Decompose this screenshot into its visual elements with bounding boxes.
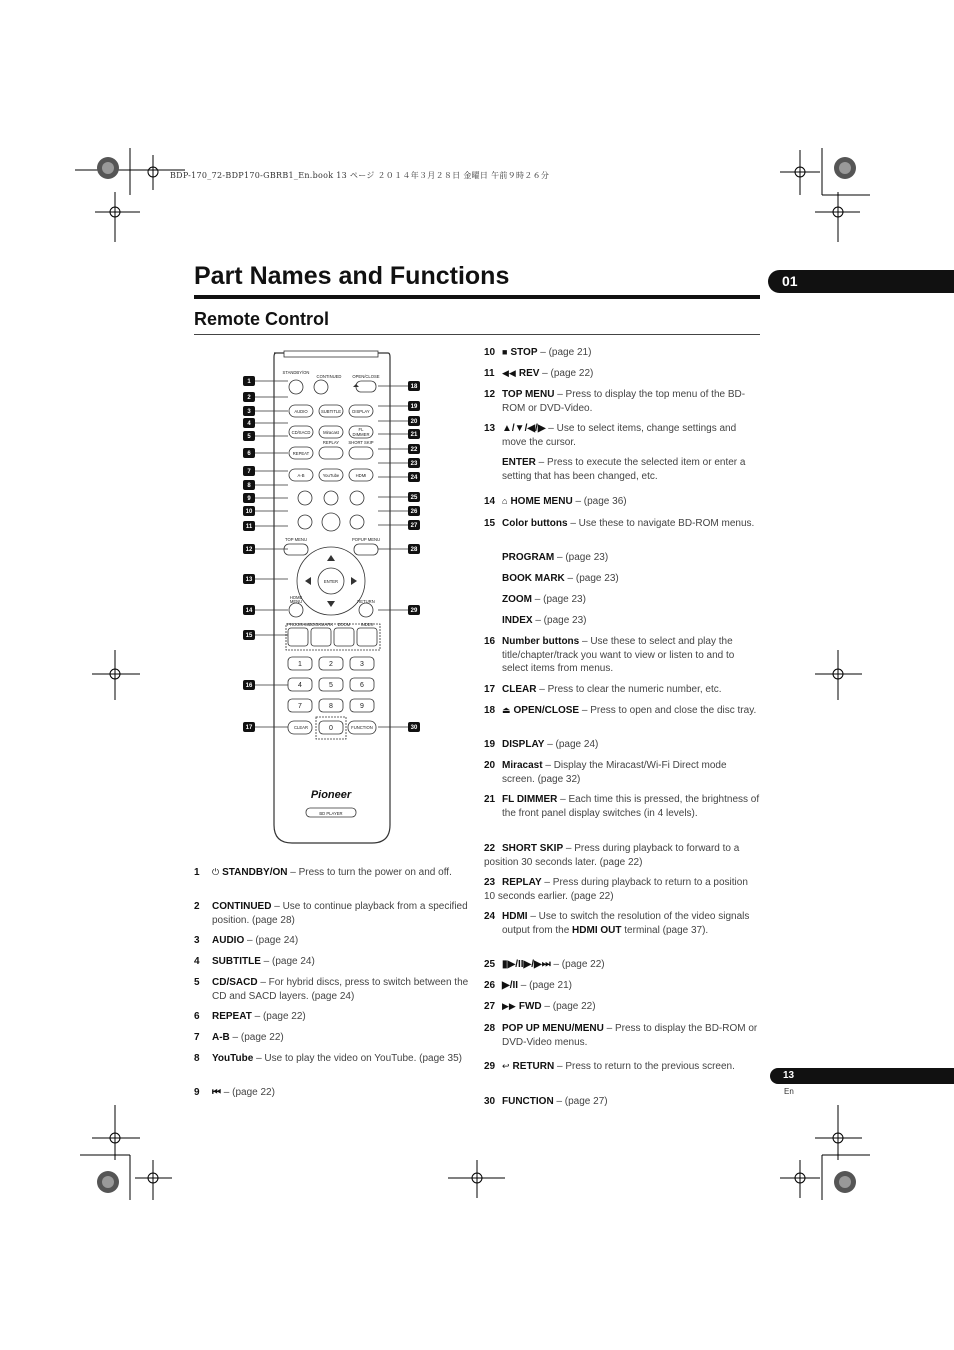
item-number: 10 (484, 347, 496, 358)
item-description: – Press to display the BD-ROM or DVD-Video menus. (502, 1023, 758, 1048)
item-number: 5 (194, 977, 200, 988)
item-description: – Press to clear the numeric number, etc. (536, 684, 722, 695)
list-item (484, 793, 760, 820)
svg-text:9: 9 (360, 703, 364, 710)
svg-text:1: 1 (298, 661, 302, 668)
svg-text:4: 4 (298, 682, 302, 689)
item-term: CLEAR (502, 684, 537, 695)
item-term: SUBTITLE (212, 956, 261, 967)
callout-number: 1 (247, 379, 251, 386)
item-term: ⏮ (212, 1087, 221, 1098)
item-term: INDEX (502, 615, 533, 626)
list-item (484, 635, 760, 676)
callout-number: 15 (245, 633, 253, 640)
item-number: 24 (484, 911, 496, 922)
svg-text:YouTube: YouTube (322, 473, 340, 478)
callout-number: 24 (410, 475, 418, 482)
svg-text:6: 6 (360, 682, 364, 689)
svg-text:POPUP MENU: POPUP MENU (351, 537, 381, 542)
item-description: – (page 23) (554, 552, 609, 563)
item-term: RETURN (512, 1061, 555, 1072)
item-description: – (page 23) (564, 573, 619, 584)
svg-text:HDMI: HDMI (355, 473, 367, 478)
callout-number: 20 (410, 419, 418, 426)
item-description: – (page 23) (532, 615, 587, 626)
item-term: Number buttons (502, 636, 580, 647)
language-code: En (784, 1087, 794, 1096)
callout-number: 29 (410, 608, 418, 615)
svg-text:RETURN: RETURN (357, 599, 375, 604)
list-item (194, 934, 470, 948)
list-item (484, 551, 760, 565)
list-item (194, 955, 470, 969)
item-term: HDMI OUT (572, 924, 622, 936)
item-term: DISPLAY (502, 739, 545, 750)
item-term: HOME MENU (510, 496, 573, 507)
list-item (194, 976, 470, 1003)
item-icon: ◀◀ (502, 368, 516, 378)
item-number: 19 (484, 739, 496, 750)
item-number: 30 (484, 1096, 496, 1107)
list-item (194, 866, 470, 880)
item-description: – Display the Miracast/Wi-Fi Direct mode screen. (page 32) (502, 760, 727, 785)
item-term: ZOOM (502, 594, 532, 605)
callout-number: 3 (247, 409, 251, 416)
svg-text:STANDBY/ON: STANDBY/ON (282, 370, 310, 375)
item-number: 29 (484, 1061, 496, 1072)
list-item (484, 456, 760, 483)
item-description: terminal (page 37). (621, 924, 709, 936)
svg-text:2: 2 (329, 661, 333, 668)
callout-number: 26 (410, 509, 418, 516)
item-term: REV (518, 368, 540, 379)
replay-button (319, 447, 343, 459)
item-description: – (page 24) (544, 739, 599, 750)
item-description: – Press to execute the selected item or enter a setting that has been changed, etc. (502, 457, 746, 482)
item-description: – (page 21) (537, 347, 592, 358)
svg-text:PROGRAM: PROGRAM (287, 622, 309, 627)
item-term: ENTER (502, 457, 536, 468)
item-number: 28 (484, 1023, 496, 1034)
callout-number: 9 (247, 496, 251, 503)
open-close-button (356, 381, 376, 392)
item-description: – (page 27) (553, 1096, 608, 1107)
section-title: Remote Control (194, 309, 329, 329)
svg-text:SUBTITLE: SUBTITLE (320, 409, 342, 414)
continued-button (314, 380, 328, 394)
item-description: – Press to turn the power on and off. (287, 867, 452, 878)
item-icon: ■ (502, 347, 508, 357)
item-description: – (page 22) (229, 1032, 284, 1043)
item-number: 17 (484, 684, 496, 695)
item-description: – (page 22) (550, 959, 605, 970)
item-number: 9 (194, 1087, 200, 1098)
item-term: REPEAT (212, 1011, 252, 1022)
svg-text:CLEAR: CLEAR (294, 725, 308, 730)
item-term: HDMI (502, 911, 528, 922)
item-description: – (page 22) (541, 1001, 596, 1012)
callout-number: 30 (410, 725, 418, 732)
list-item (484, 1060, 760, 1074)
item-number: 4 (194, 956, 200, 967)
item-description: – For hybrid discs, press to switch between the CD and SACD layers. (page 24) (212, 977, 469, 1002)
item-description: – Use these to navigate BD-ROM menus. (567, 518, 755, 529)
item-number: 22 (484, 843, 496, 854)
svg-text:OPEN/CLOSE: OPEN/CLOSE (352, 374, 380, 379)
list-item (484, 738, 760, 752)
item-description: – Press to display the top menu of the BD-ROM or DVD-Video. (502, 389, 746, 414)
item-term: AUDIO (212, 935, 245, 946)
svg-text:8: 8 (329, 703, 333, 710)
short-skip-button (349, 447, 373, 459)
item-term: STOP (510, 347, 538, 358)
svg-text:INDEX: INDEX (360, 622, 374, 627)
item-number: 14 (484, 496, 496, 507)
item-description: – (page 23) (532, 594, 586, 605)
callout-number: 13 (245, 577, 253, 584)
list-item (484, 572, 760, 586)
item-term: POP UP MENU/MENU (502, 1023, 604, 1034)
svg-text:AUDIO: AUDIO (294, 409, 308, 414)
item-number: 16 (484, 636, 496, 647)
item-term: YouTube (212, 1053, 254, 1064)
chapter-tab: 01 (768, 270, 954, 293)
list-item (484, 979, 760, 993)
remote-control-diagram (238, 345, 428, 865)
list-item (484, 346, 760, 360)
callout-number: 17 (245, 725, 253, 732)
item-term: FL DIMMER (502, 794, 558, 805)
svg-text:DISPLAY: DISPLAY (352, 409, 370, 414)
item-term: Miracast (502, 760, 543, 771)
list-item (194, 1086, 470, 1100)
item-term: OPEN/CLOSE (513, 705, 580, 716)
item-term: FUNCTION (502, 1096, 554, 1107)
return-button (359, 603, 373, 617)
item-description: – Use to continue playback from a specified position. (page 28) (212, 901, 468, 926)
item-description: – Press to return to the previous screen. (554, 1061, 735, 1072)
item-term: REPLAY (502, 877, 542, 888)
item-term: ▶/II (502, 980, 519, 991)
item-term: CONTINUED (212, 901, 272, 912)
list-item (484, 1000, 760, 1014)
list-item (194, 900, 470, 927)
item-term: Color buttons (502, 518, 568, 529)
item-icon: ▶▶ (502, 1001, 516, 1011)
item-number: 21 (484, 794, 496, 805)
item-number: 8 (194, 1053, 200, 1064)
item-number: 1 (194, 867, 200, 878)
callout-number: 19 (410, 404, 418, 411)
callout-number: 16 (245, 683, 253, 690)
list-item (484, 1022, 760, 1049)
item-description: – Use to switch the resolution of the video signals output from the (502, 911, 750, 936)
item-number: 11 (484, 368, 495, 379)
svg-text:REPEAT: REPEAT (292, 451, 310, 456)
pioneer-logo: Pioneer (310, 789, 352, 801)
item-term: SHORT SKIP (502, 843, 564, 854)
list-item (484, 683, 760, 697)
item-term: CD/SACD (212, 977, 258, 988)
page-number-tab: 13 (770, 1068, 954, 1084)
svg-text:ZOOM: ZOOM (337, 622, 351, 627)
list-item (484, 388, 760, 415)
standby-button (289, 380, 303, 394)
item-term: STANDBY/ON (222, 867, 288, 878)
item-icon: ⌂ (502, 496, 508, 506)
svg-text:A-B: A-B (297, 473, 305, 478)
callout-number: 27 (410, 523, 418, 530)
svg-text:HOME: HOME (289, 595, 303, 600)
item-number: 18 (484, 705, 496, 716)
title-rule (194, 295, 760, 299)
svg-text:CD/SACD: CD/SACD (291, 430, 311, 435)
item-description: – (page 22) (251, 1011, 306, 1022)
callout-number: 12 (245, 547, 253, 554)
item-number: 23 (484, 877, 496, 888)
item-number: 3 (194, 935, 200, 946)
item-number: 25 (484, 959, 496, 970)
item-icon: ⏏ (502, 705, 511, 715)
item-number: 6 (194, 1011, 200, 1022)
item-number: 26 (484, 980, 496, 991)
page-title: Part Names and Functions (194, 262, 510, 290)
item-number: 7 (194, 1032, 200, 1043)
svg-text:Miracast: Miracast (323, 430, 339, 435)
callout-number: 5 (247, 434, 251, 441)
list-item (194, 1010, 470, 1024)
list-item (194, 1031, 470, 1045)
item-number: 20 (484, 760, 496, 771)
svg-text:0: 0 (329, 725, 333, 732)
item-description: – Each time this is pressed, the brightness of the front panel display switches (in 4 levels). (502, 794, 760, 819)
callout-number: 25 (410, 495, 418, 502)
list-item (484, 759, 760, 786)
svg-text:3: 3 (360, 661, 364, 668)
item-term: PROGRAM (502, 552, 555, 563)
list-item (484, 910, 760, 937)
svg-text:FL: FL (358, 427, 364, 432)
svg-text:ENTER: ENTER (323, 579, 339, 584)
list-item (484, 367, 760, 381)
item-description: – (page 22) (539, 368, 594, 379)
item-number: 12 (484, 389, 496, 400)
svg-text:MENU: MENU (289, 599, 303, 604)
list-item (484, 842, 760, 869)
item-description: – (page 24) (244, 935, 299, 946)
list-item (484, 495, 760, 509)
home-menu-button (289, 603, 303, 617)
callout-number: 4 (247, 421, 251, 428)
item-description: – (page 24) (260, 956, 315, 967)
list-item (484, 1095, 760, 1109)
svg-text:TOP MENU: TOP MENU (285, 537, 307, 542)
svg-text:BD PLAYER: BD PLAYER (319, 811, 343, 816)
svg-text:5: 5 (329, 682, 333, 689)
item-term: BOOK MARK (502, 573, 565, 584)
callout-number: 2 (247, 395, 251, 402)
item-term: TOP MENU (502, 389, 555, 400)
item-description: – (page 22) (221, 1087, 275, 1098)
callout-number: 23 (410, 461, 418, 468)
list-item (484, 876, 760, 903)
item-number: 27 (484, 1001, 496, 1012)
callout-number: 22 (410, 447, 418, 454)
item-term: FWD (518, 1001, 542, 1012)
list-item (484, 517, 760, 531)
book-file-line: BDP-170_72-BDP170-GBRB1_En.book 13 ページ ２０１４年３月２８日 金曜日 午前９時２６分 (170, 171, 550, 180)
item-description: – (page 21) (518, 980, 572, 991)
section-rule (194, 334, 760, 335)
list-item (484, 704, 760, 718)
item-number: 2 (194, 901, 200, 912)
svg-text:FUNCTION: FUNCTION (351, 725, 373, 730)
svg-text:REPLAY: REPLAY (322, 440, 340, 445)
item-description: – Use to select items, change settings and move the cursor. (502, 423, 737, 448)
popup-menu-button (354, 544, 378, 555)
svg-text:7: 7 (298, 703, 302, 710)
item-term: ▲/▼/◀/▶ (502, 423, 546, 434)
item-description: – Use to play the video on YouTube. (page 35) (253, 1053, 462, 1064)
callout-number: 18 (410, 384, 418, 391)
item-description: – Press during playback to forward to a position 30 seconds later. (page 22) (484, 843, 740, 868)
item-description: – Use these to select and play the title/chapter/track you want to view or listen to and to select items from menus. (502, 636, 735, 674)
item-description: – (page 36) (572, 496, 627, 507)
top-menu-button (284, 544, 308, 555)
svg-text:BOOKMARK: BOOKMARK (308, 622, 334, 627)
callout-number: 10 (245, 509, 253, 516)
list-item (484, 614, 760, 628)
svg-text:DIMMER: DIMMER (352, 432, 370, 437)
callout-number: 28 (410, 547, 418, 554)
list-item (484, 958, 760, 972)
callout-number: 14 (245, 608, 253, 615)
item-number: 15 (484, 518, 496, 529)
list-item (484, 593, 760, 607)
callout-number: 21 (410, 432, 418, 439)
svg-text:SHORT SKIP: SHORT SKIP (348, 440, 374, 445)
item-term: ▮▶/II▶/▶⏭ (502, 959, 551, 970)
item-icon: ↩ (502, 1061, 510, 1071)
list-item (484, 422, 760, 449)
item-icon: ⏻ (212, 867, 220, 877)
item-description: – Press to open and close the disc tray. (579, 705, 757, 716)
item-description: – Press during playback to return to a position 10 seconds earlier. (page 22) (484, 877, 748, 902)
callout-number: 11 (245, 524, 253, 531)
list-item (194, 1052, 470, 1066)
item-number: 13 (484, 423, 496, 434)
callout-number: 8 (247, 483, 251, 490)
callout-number: 6 (247, 451, 251, 458)
item-term: A-B (212, 1032, 230, 1043)
callout-number: 7 (247, 469, 251, 476)
svg-text:CONTINUED: CONTINUED (316, 374, 342, 379)
